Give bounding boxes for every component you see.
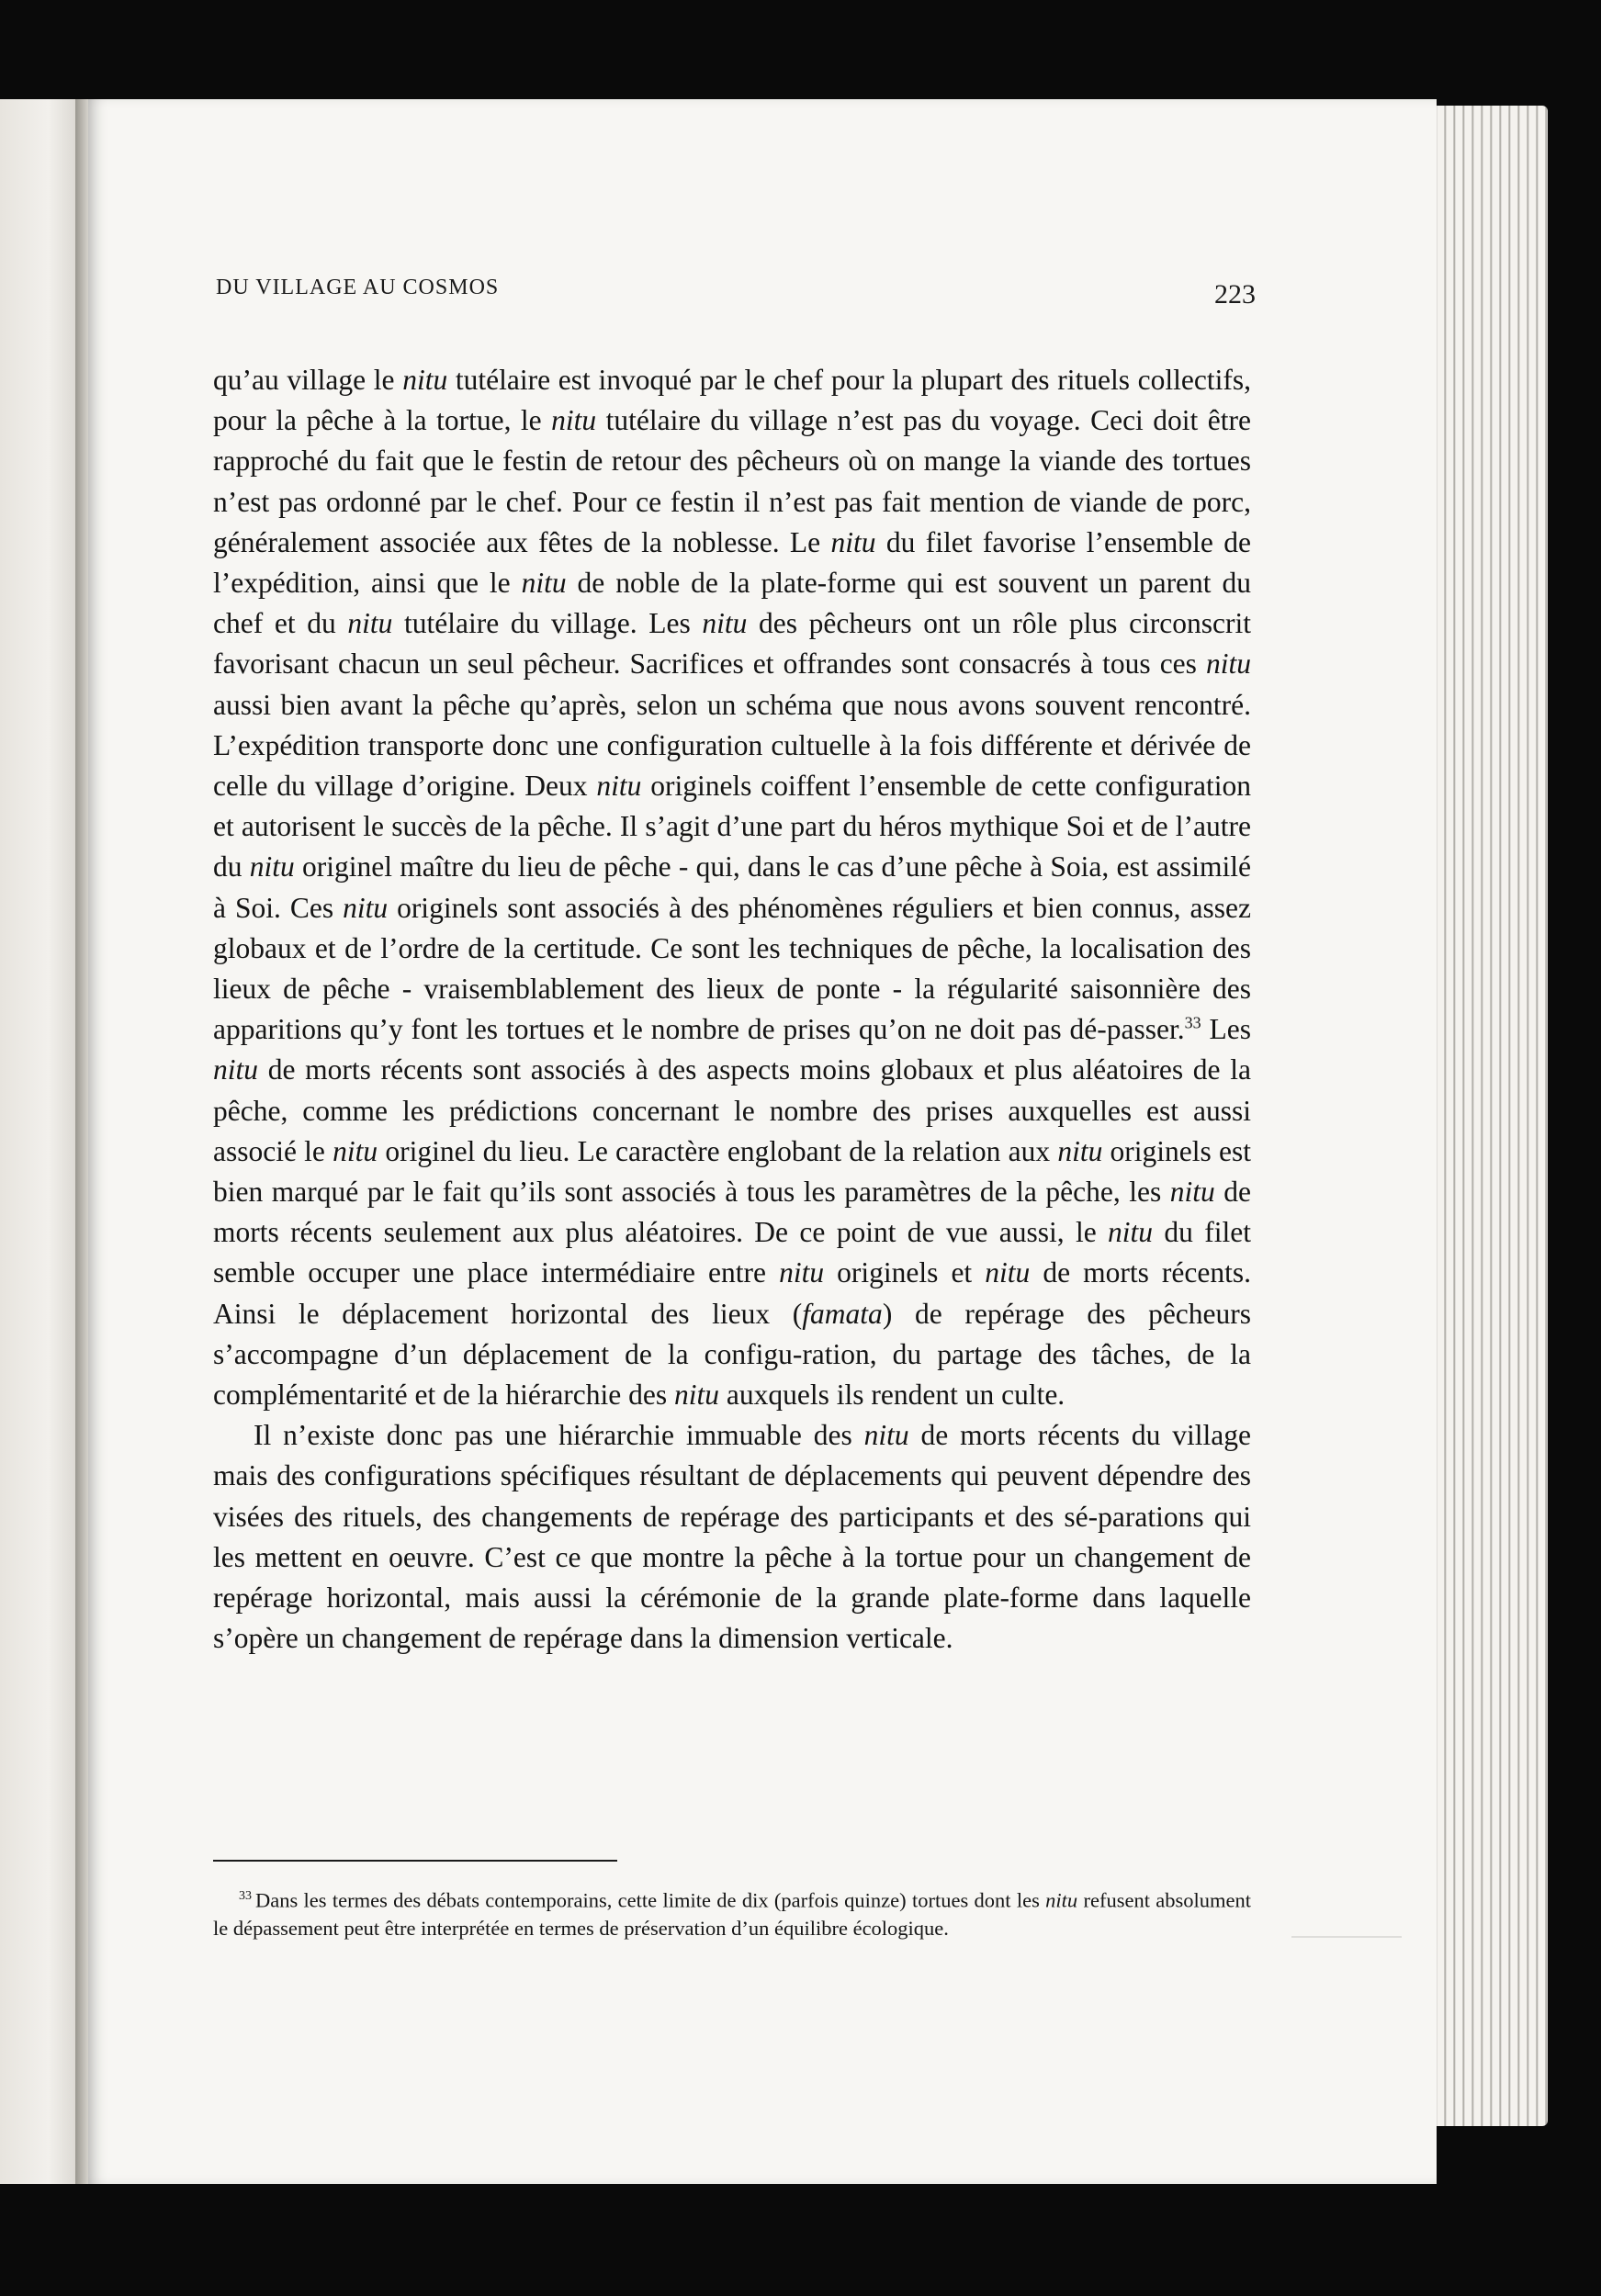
text-run: de morts récents. Ainsi le déplacement horizontal des lieux ( [213,1256,1252,1330]
running-head: DU VILLAGE AU COSMOS [216,276,500,299]
italic-term: nitu [1108,1216,1154,1249]
italic-term: nitu [347,607,393,640]
italic-term: nitu [551,404,597,437]
italic-term: nitu [213,1053,259,1086]
text-run: originels et [824,1256,986,1289]
italic-term: nitu [521,567,567,600]
text-run: tutélaire du village. Les [392,607,703,640]
footnote-33 [213,1883,1251,1942]
text-run: Les [1201,1013,1251,1046]
italic-term: nitu [333,1134,378,1167]
text-run: de morts récents du village mais des configurations spécifiques résultant de déplacements qui peuvent dépendre des visées des rituels, des changements de repérage des participants et des sé-parations qui les mettent en oeuvre. C’est ce que montre la pêche à la tortue pour un changement de repérage horizontal, mais aussi la cérémonie de la grande plate-forme dans laquelle s’opère un changement de repérage dans la dimension verticale. [213,1419,1251,1655]
text-run: aussi bien avant la pêche qu’après, selon un schéma que nous avons souvent rencontré. L’expédition transporte donc une configuration cultuelle à la fois différente et dérivée de celle du village d’origine. Deux [213,688,1251,803]
text-run: Il n’existe donc pas une hiérarchie immuable des [254,1419,864,1452]
italic-term: famata [802,1297,883,1330]
text-run: originels coiffent l’ensemble de cette configuration et autorisent le succès de la pêche. Il s’agit d’une part du héros mythique Soi et de l’autre du [213,770,1252,884]
page-number: 223 [1214,279,1256,310]
show-through-rule [1291,1936,1402,1938]
italic-term: nitu [1057,1134,1103,1167]
italic-term: nitu [830,525,876,558]
footnote-marker: 33 [1184,1013,1201,1032]
italic-term: nitu [249,850,295,884]
text-run: auxquels ils rendent un culte. [719,1379,1065,1412]
italic-term: nitu [1045,1888,1078,1912]
text-run: de morts récents seulement aux plus aléatoires. De ce point de vue aussi, le [213,1176,1251,1249]
italic-term: nitu [1169,1176,1215,1209]
text-run: des pêcheurs ont un rôle plus circonscrit favorisant chacun un seul pêcheur. Sacrifices et offrandes sont consacrés à tous ces [213,607,1251,681]
paragraph-1 [213,360,1251,1415]
italic-term: nitu [863,1419,909,1452]
italic-term: nitu [402,364,448,396]
text-run: originel maître du lieu de pêche - qui, dans le cas d’une pêche à Soia, est assimilé à Soi. Ces [213,850,1252,924]
text-run: tutélaire est invoqué par le chef pour la plupart des rituels collectifs, pour la pêche à la tortue, le [213,364,1251,437]
paragraph-2 [213,1415,1251,1659]
text-run: qu’au village le [213,364,403,396]
text-run: tutélaire du village n’est pas du voyage. Ceci doit être rapproché du fait que le festin de retour des pêcheurs où on mange la viande des tortues n’est pas ordonné par le chef. Pour ce festin il n’est pas fait mention de viande de porc, généralement associée aux fêtes de la noblesse. Le [213,404,1251,558]
text-run: originels sont associés à des phénomènes réguliers et bien connus, assez globaux et de l’ordre de la certitude. Ce sont les techniques de pêche, la localisation des lieux de pêche - vraisemblablement des lieux de ponte - la régularité saisonnière des apparitions qu’y font les tortues et le nombre de prises qu’on ne doit pas dé-passer. [213,891,1251,1046]
footnote-marker: 33 [239,1889,252,1903]
italic-term: nitu [596,770,642,803]
text-run: de noble de la plate-forme qui est souvent un parent du chef et du [213,567,1251,640]
text-run: originels est bien marqué par le fait qu’ils sont associés à tous les paramètres de la pêche, les [213,1134,1252,1209]
text-run: du filet favorise l’ensemble de l’expédition, ainsi que le [213,525,1251,600]
italic-term: nitu [1205,647,1251,681]
italic-term: nitu [985,1256,1031,1289]
text-run: du filet semble occuper une place intermédiaire entre [213,1216,1251,1289]
italic-term: nitu [343,891,389,924]
footnote-rule [213,1860,617,1862]
italic-term: nitu [779,1256,825,1289]
text-run: ) de repérage des pêcheurs s’accompagne d’un déplacement de la configu-ration, du partage des tâches, de la complémentarité et de la hiérarchie des [213,1297,1252,1412]
text-run: refusent absolument le dépassement peut être interprétée en termes de préservation d’un équilibre écologique. [213,1888,1252,1940]
page-stack-edges [1419,106,1548,2126]
text-run: originel du lieu. Le caractère englobant de la relation aux [378,1134,1058,1167]
text-run: Dans les termes des débats contemporains, cette limite de dix (parfois quinze) tortues dont les [255,1888,1046,1912]
italic-term: nitu [674,1379,720,1412]
facing-page-edge [0,99,81,2184]
italic-term: nitu [702,607,748,640]
body-text [213,360,1251,1660]
text-run: de morts récents sont associés à des aspects moins globaux et plus aléatoires de la pêche, comme les prédictions concernant le nombre des prises auxquelles est aussi associé le [213,1053,1251,1167]
